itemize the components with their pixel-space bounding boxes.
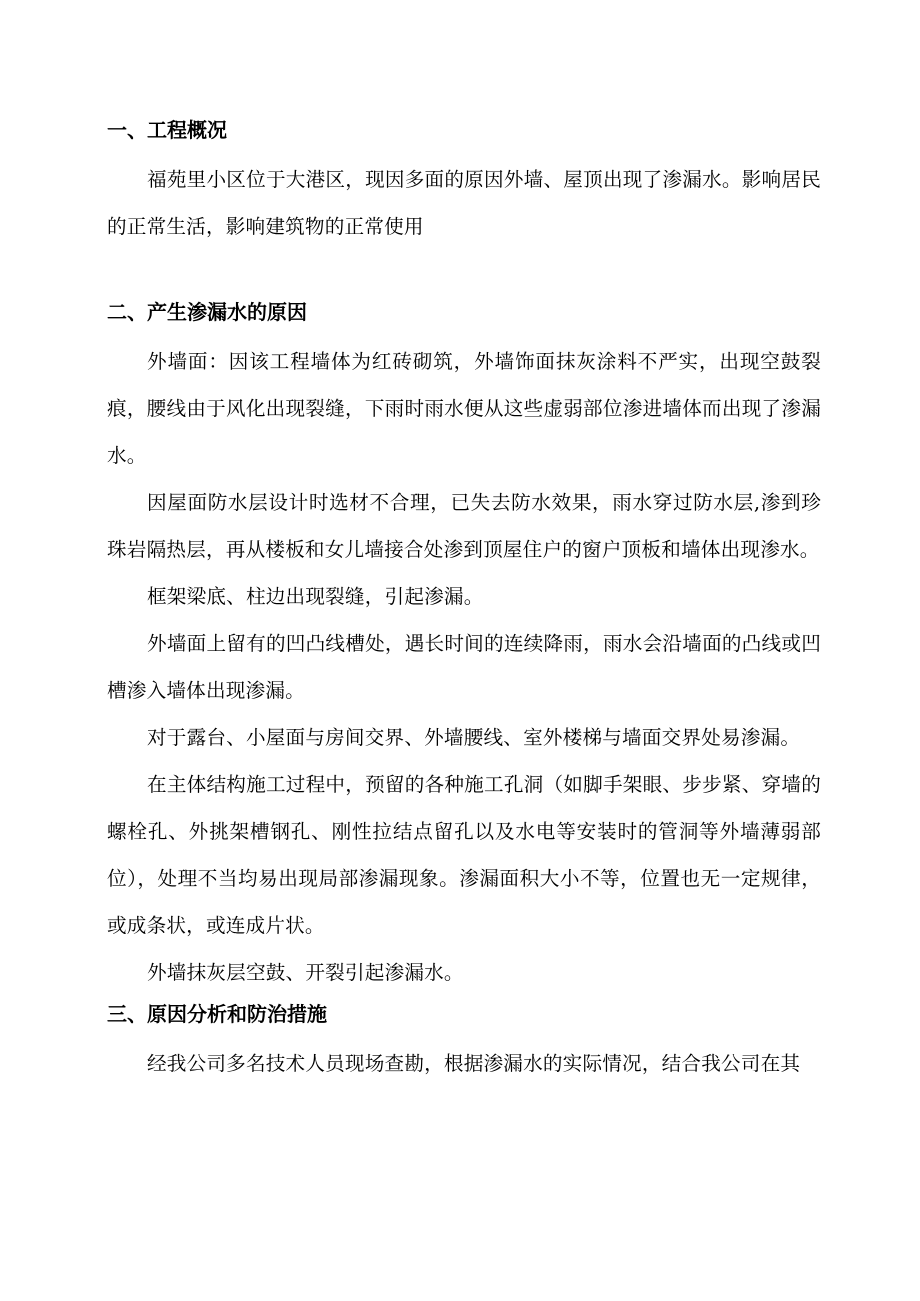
paragraph: 外墙面上留有的凹凸线槽处，遇长时间的连续降雨，雨水会沿墙面的凸线或凹槽渗入墙体出现渗漏。 [107,632,821,702]
paragraph: 福苑里小区位于大港区，现因多面的原因外墙、屋顶出现了渗漏水。影响居民的正常生活，影响建筑物的正常使用 [107,168,821,238]
paragraph: 在主体结构施工过程中，预留的各种施工孔洞（如脚手架眼、步步紧、穿墙的螺栓孔、外挑架槽钢孔、刚性拉结点留孔以及水电等安装时的管洞等外墙薄弱部位），处理不当均易出现局部渗漏现象。渗漏面积大小不等，位置也无一定规律，或成条状，或连成片状。 [107,773,821,937]
paragraph: 外墙抹灰层空鼓、开裂引起渗漏水。 [147,961,464,984]
section-heading: 一、工程概况 [107,118,227,142]
document-body [107,112,821,1087]
paragraph: 因屋面防水层设计时选材不合理，已失去防水效果，雨水穿过防水层,渗到珍珠岩隔热层，再从楼板和女儿墙接合处渗到顶屋住户的窗户顶板和墙体出现渗水。 [107,491,821,561]
paragraph: 外墙面：因该工程墙体为红砖砌筑，外墙饰面抹灰涂料不严实，出现空鼓裂痕，腰线由于风化出现裂缝，下雨时雨水便从这些虚弱部位渗进墙体而出现了渗漏水。 [107,350,821,467]
paragraph: 对于露台、小屋面与房间交界、外墙腰线、室外楼梯与墙面交界处易渗漏。 [147,726,801,749]
section-analysis [107,996,821,1087]
section-overview [107,112,821,250]
section-causes [107,294,821,996]
paragraph: 框架梁底、柱边出现裂缝，引起渗漏。 [147,585,484,608]
section-spacer [107,250,821,294]
section-heading: 三、原因分析和防治措施 [107,1002,327,1026]
section-heading: 二、产生渗漏水的原因 [107,300,307,324]
paragraph: 经我公司多名技术人员现场查勘，根据渗漏水的实际情况，结合我公司在其 [147,1052,801,1075]
